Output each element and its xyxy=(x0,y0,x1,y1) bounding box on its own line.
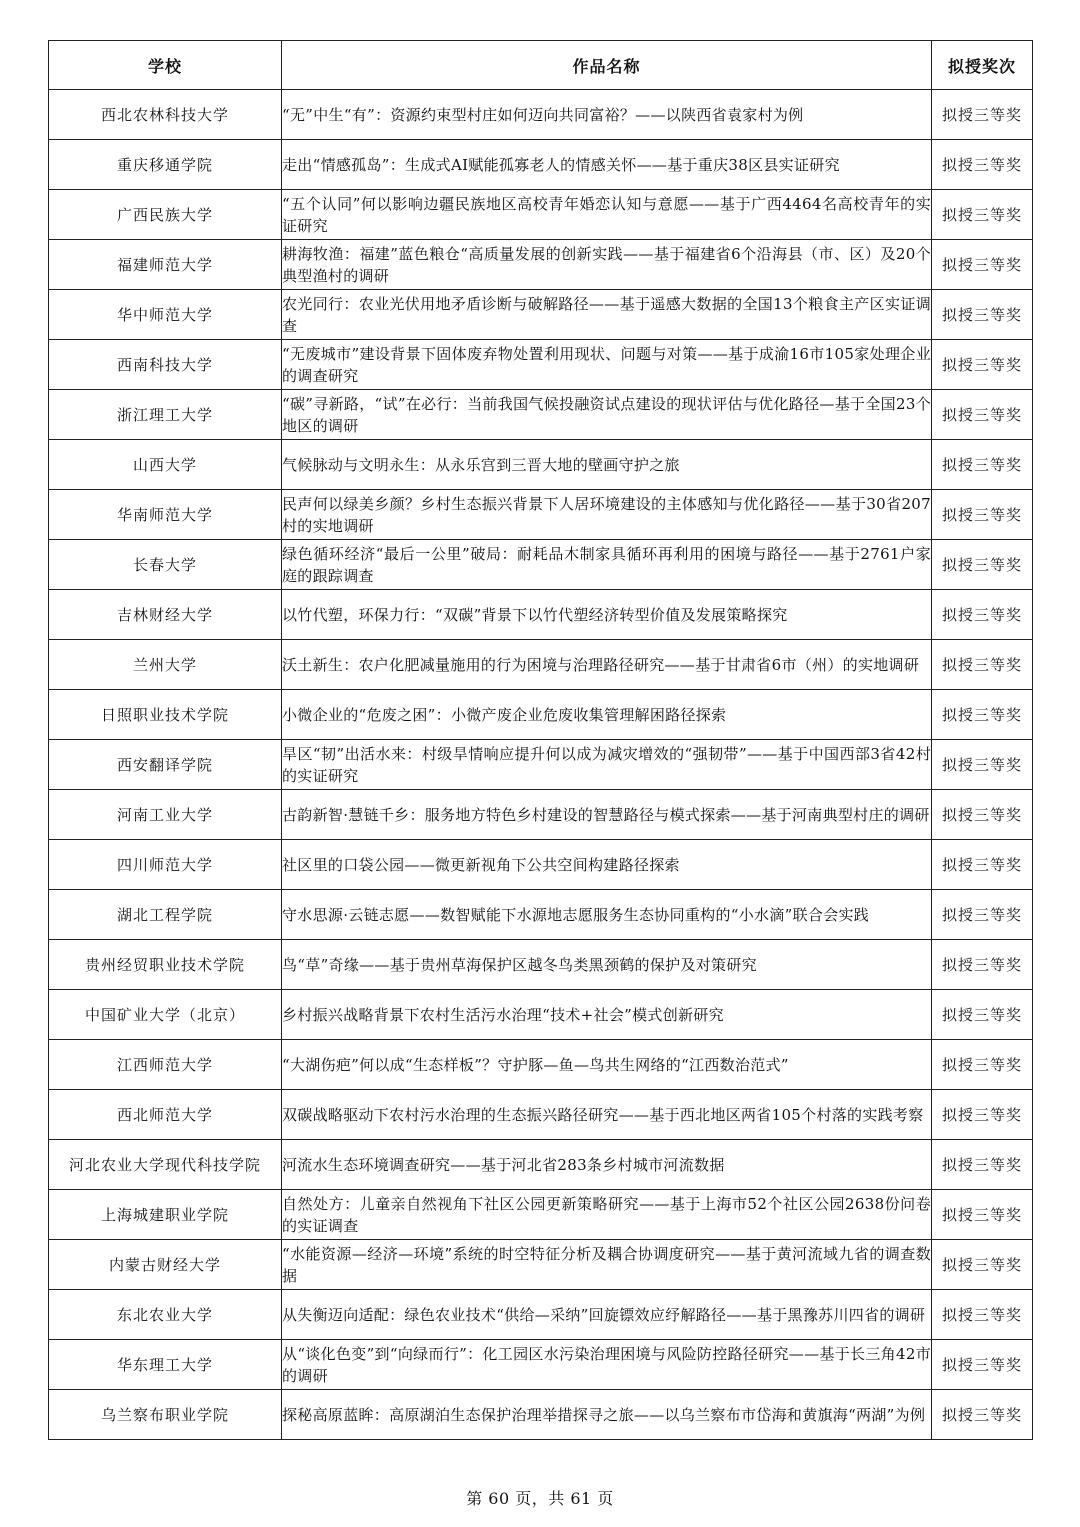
school-cell: 西安翻译学院 xyxy=(49,740,282,790)
table-row xyxy=(49,190,1033,240)
title-cell: 绿色循环经济“最后一公里”破局：耐耗品木制家具循环再利用的困境与路径——基于2761户家庭的跟踪调查 xyxy=(282,540,932,590)
header-award: 拟授奖次 xyxy=(932,41,1033,90)
table-row xyxy=(49,1290,1033,1340)
table-row xyxy=(49,840,1033,890)
title-cell: 农光同行：农业光伏用地矛盾诊断与破解路径——基于遥感大数据的全国13个粮食主产区实证调查 xyxy=(282,290,932,340)
table-row xyxy=(49,990,1033,1040)
title-cell: 探秘高原蓝眸：高原湖泊生态保护治理举措探寻之旅——以乌兰察布市岱海和黄旗海“两湖”为例 xyxy=(282,1390,932,1440)
award-cell: 拟授三等奖 xyxy=(932,340,1033,390)
school-cell: 江西师范大学 xyxy=(49,1040,282,1090)
award-cell: 拟授三等奖 xyxy=(932,1240,1033,1290)
award-cell: 拟授三等奖 xyxy=(932,590,1033,640)
school-cell: 河北农业大学现代科技学院 xyxy=(49,1140,282,1190)
title-cell: 从失衡迈向适配：绿色农业技术“供给—采纳”回旋镖效应纾解路径——基于黑豫苏川四省的调研 xyxy=(282,1290,932,1340)
award-cell: 拟授三等奖 xyxy=(932,1040,1033,1090)
table-row xyxy=(49,440,1033,490)
table-row xyxy=(49,1090,1033,1140)
school-cell: 兰州大学 xyxy=(49,640,282,690)
table-row xyxy=(49,490,1033,540)
school-cell: 长春大学 xyxy=(49,540,282,590)
school-cell: 贵州经贸职业技术学院 xyxy=(49,940,282,990)
title-cell: “无”中生“有”：资源约束型村庄如何迈向共同富裕？——以陕西省袁家村为例 xyxy=(282,90,932,140)
title-cell: 走出“情感孤岛”：生成式AI赋能孤寡老人的情感关怀——基于重庆38区县实证研究 xyxy=(282,140,932,190)
award-cell: 拟授三等奖 xyxy=(932,890,1033,940)
table-row xyxy=(49,890,1033,940)
header-school: 学校 xyxy=(49,41,282,90)
school-cell: 中国矿业大学（北京） xyxy=(49,990,282,1040)
table-row xyxy=(49,290,1033,340)
table-row xyxy=(49,540,1033,590)
school-cell: 浙江理工大学 xyxy=(49,390,282,440)
award-cell: 拟授三等奖 xyxy=(932,1140,1033,1190)
school-cell: 东北农业大学 xyxy=(49,1290,282,1340)
award-cell: 拟授三等奖 xyxy=(932,540,1033,590)
table-row xyxy=(49,690,1033,740)
school-cell: 西南科技大学 xyxy=(49,340,282,390)
award-cell: 拟授三等奖 xyxy=(932,440,1033,490)
award-cell: 拟授三等奖 xyxy=(932,690,1033,740)
school-cell: 吉林财经大学 xyxy=(49,590,282,640)
table-row xyxy=(49,1040,1033,1090)
title-cell: 社区里的口袋公园——微更新视角下公共空间构建路径探索 xyxy=(282,840,932,890)
award-cell: 拟授三等奖 xyxy=(932,1390,1033,1440)
school-cell: 西北师范大学 xyxy=(49,1090,282,1140)
award-cell: 拟授三等奖 xyxy=(932,640,1033,690)
school-cell: 乌兰察布职业学院 xyxy=(49,1390,282,1440)
table-row xyxy=(49,1190,1033,1240)
title-cell: 从“谈化色变”到“向绿而行”：化工园区水污染治理困境与风险防控路径研究——基于长三角42市的调研 xyxy=(282,1340,932,1390)
title-cell: 气候脉动与文明永生：从永乐宫到三晋大地的壁画守护之旅 xyxy=(282,440,932,490)
award-cell: 拟授三等奖 xyxy=(932,190,1033,240)
table-row xyxy=(49,590,1033,640)
table-row xyxy=(49,340,1033,390)
title-cell: 自然处方：儿童亲自然视角下社区公园更新策略研究——基于上海市52个社区公园2638份问卷的实证调查 xyxy=(282,1190,932,1240)
school-cell: 福建师范大学 xyxy=(49,240,282,290)
title-cell: 守水思源·云链志愿——数智赋能下水源地志愿服务生态协同重构的“小水滴”联合会实践 xyxy=(282,890,932,940)
award-cell: 拟授三等奖 xyxy=(932,790,1033,840)
title-cell: 小微企业的“危废之困”：小微产废企业危废收集管理解困路径探索 xyxy=(282,690,932,740)
award-cell: 拟授三等奖 xyxy=(932,840,1033,890)
page-footer: 第 60 页，共 61 页 xyxy=(466,1489,614,1508)
award-cell: 拟授三等奖 xyxy=(932,390,1033,440)
title-cell: 以竹代塑，环保力行：“双碳”背景下以竹代塑经济转型价值及发展策略探究 xyxy=(282,590,932,640)
award-cell: 拟授三等奖 xyxy=(932,940,1033,990)
table-row xyxy=(49,1390,1033,1440)
title-cell: 耕海牧渔：福建”蓝色粮仓“高质量发展的创新实践——基于福建省6个沿海县（市、区）及20个典型渔村的调研 xyxy=(282,240,932,290)
title-cell: “水能资源—经济—环境”系统的时空特征分析及耦合协调度研究——基于黄河流域九省的调查数据 xyxy=(282,1240,932,1290)
title-cell: 鸟“草”奇缘——基于贵州草海保护区越冬鸟类黑颈鹤的保护及对策研究 xyxy=(282,940,932,990)
award-cell: 拟授三等奖 xyxy=(932,1340,1033,1390)
table-row xyxy=(49,640,1033,690)
award-cell: 拟授三等奖 xyxy=(932,1190,1033,1240)
title-cell: 旱区“韧”出活水来：村级旱情响应提升何以成为减灾增效的“强韧带”——基于中国西部3省42村的实证研究 xyxy=(282,740,932,790)
title-cell: 古韵新智·慧链千乡：服务地方特色乡村建设的智慧路径与模式探索——基于河南典型村庄的调研 xyxy=(282,790,932,840)
school-cell: 四川师范大学 xyxy=(49,840,282,890)
title-cell: 民声何以绿美乡颜？乡村生态振兴背景下人居环境建设的主体感知与优化路径——基于30省207村的实地调研 xyxy=(282,490,932,540)
title-cell: “大湖伤疤”何以成“生态样板”？守护豚—鱼—鸟共生网络的“江西数治范式” xyxy=(282,1040,932,1090)
award-cell: 拟授三等奖 xyxy=(932,490,1033,540)
table-row xyxy=(49,390,1033,440)
table-row xyxy=(49,1340,1033,1390)
school-cell: 日照职业技术学院 xyxy=(49,690,282,740)
award-cell: 拟授三等奖 xyxy=(932,1090,1033,1140)
table-row xyxy=(49,940,1033,990)
title-cell: 沃土新生：农户化肥减量施用的行为困境与治理路径研究——基于甘肃省6市（州）的实地调研 xyxy=(282,640,932,690)
award-cell: 拟授三等奖 xyxy=(932,1290,1033,1340)
awards-table xyxy=(48,40,1033,1440)
table-row xyxy=(49,1140,1033,1190)
title-cell: 乡村振兴战略背景下农村生活污水治理“技术+社会”模式创新研究 xyxy=(282,990,932,1040)
school-cell: 华东理工大学 xyxy=(49,1340,282,1390)
school-cell: 上海城建职业学院 xyxy=(49,1190,282,1240)
school-cell: 山西大学 xyxy=(49,440,282,490)
table-row xyxy=(49,740,1033,790)
table-row xyxy=(49,790,1033,840)
school-cell: 内蒙古财经大学 xyxy=(49,1240,282,1290)
header-title: 作品名称 xyxy=(282,41,932,90)
school-cell: 广西民族大学 xyxy=(49,190,282,240)
school-cell: 河南工业大学 xyxy=(49,790,282,840)
table-row xyxy=(49,90,1033,140)
school-cell: 华中师范大学 xyxy=(49,290,282,340)
title-cell: 双碳战略驱动下农村污水治理的生态振兴路径研究——基于西北地区两省105个村落的实践考察 xyxy=(282,1090,932,1140)
award-cell: 拟授三等奖 xyxy=(932,290,1033,340)
award-cell: 拟授三等奖 xyxy=(932,140,1033,190)
title-cell: “碳”寻新路，“试”在必行：当前我国气候投融资试点建设的现状评估与优化路径—基于全国23个地区的调研 xyxy=(282,390,932,440)
table-body xyxy=(49,90,1033,1440)
award-cell: 拟授三等奖 xyxy=(932,90,1033,140)
school-cell: 西北农林科技大学 xyxy=(49,90,282,140)
title-cell: “无废城市”建设背景下固体废弃物处置利用现状、问题与对策——基于成渝16市105家处理企业的调查研究 xyxy=(282,340,932,390)
title-cell: 河流水生态环境调查研究——基于河北省283条乡村城市河流数据 xyxy=(282,1140,932,1190)
table-row xyxy=(49,1240,1033,1290)
award-cell: 拟授三等奖 xyxy=(932,240,1033,290)
school-cell: 华南师范大学 xyxy=(49,490,282,540)
table-row xyxy=(49,140,1033,190)
header-row xyxy=(49,41,1033,90)
title-cell: “五个认同”何以影响边疆民族地区高校青年婚恋认知与意愿——基于广西4464名高校青年的实证研究 xyxy=(282,190,932,240)
school-cell: 重庆移通学院 xyxy=(49,140,282,190)
award-cell: 拟授三等奖 xyxy=(932,990,1033,1040)
school-cell: 湖北工程学院 xyxy=(49,890,282,940)
award-cell: 拟授三等奖 xyxy=(932,740,1033,790)
table-row xyxy=(49,240,1033,290)
